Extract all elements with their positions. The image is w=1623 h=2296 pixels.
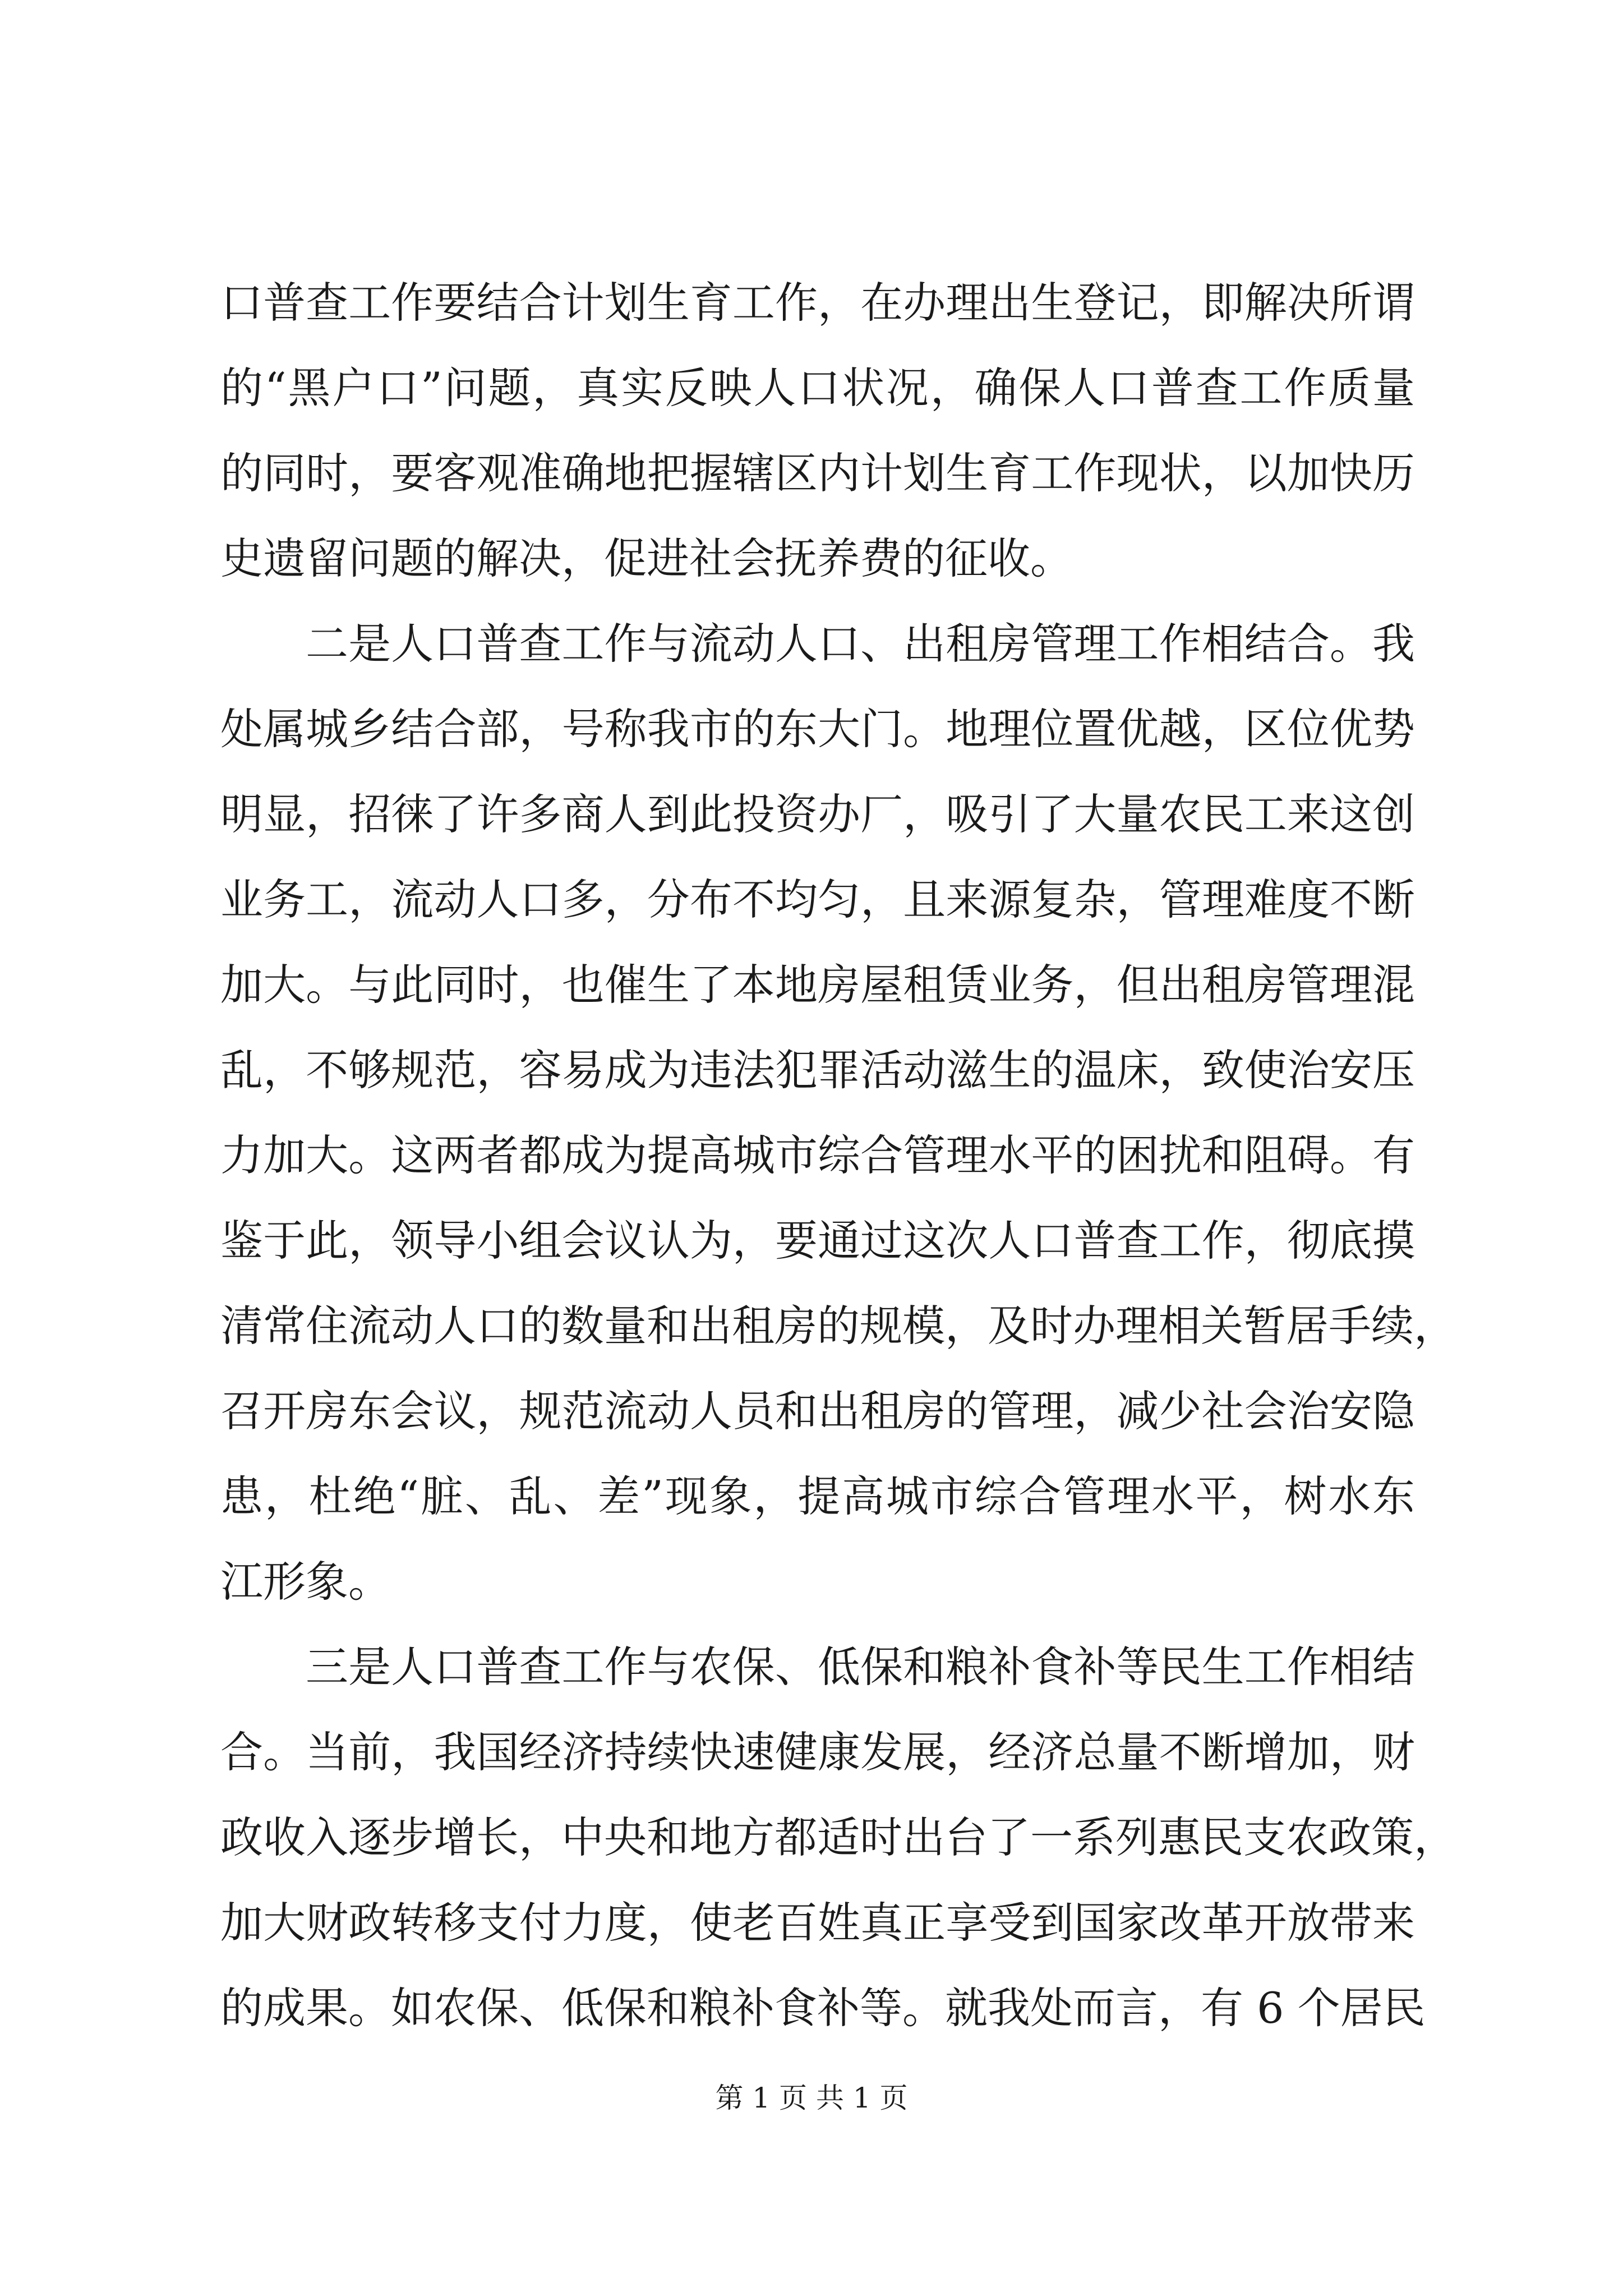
page-number-footer: 第 1 页 共 1 页 (715, 2082, 908, 2114)
text-line: 加大。与此同时，也催生了本地房屋租赁业务，但出租房管理混 (220, 960, 1415, 1010)
paragraph-first-line: 二是人口普查工作与流动人口、出租房管理工作相结合。我 (306, 619, 1415, 669)
text-line: 患，杜绝“脏、乱、差”现象，提高城市综合管理水平，树水东 (220, 1471, 1415, 1521)
text-line: 鉴于此，领导小组会议认为，要通过这次人口普查工作，彻底摸 (220, 1216, 1415, 1266)
text-line: 召开房东会议，规范流动人员和出租房的管理，减少社会治安隐 (220, 1386, 1415, 1436)
text-line: 口普查工作要结合计划生育工作，在办理出生登记，即解决所谓 (220, 278, 1415, 328)
text-line: 乱，不够规范，容易成为违法犯罪活动滋生的温床，致使治安压 (220, 1045, 1415, 1095)
text-line: 合。当前，我国经济持续快速健康发展，经济总量不断增加，财 (220, 1727, 1415, 1777)
text-line: 江形象。 (220, 1557, 391, 1607)
text-line: 的同时，要客观准确地把握辖区内计划生育工作现状，以加快历 (220, 448, 1415, 498)
text-line: 力加大。这两者都成为提高城市综合管理水平的困扰和阻碍。有 (220, 1130, 1415, 1180)
text-line: 的“黑户口”问题，真实反映人口状况，确保人口普查工作质量 (220, 363, 1415, 413)
paragraph-first-line: 三是人口普查工作与农保、低保和粮补食补等民生工作相结 (306, 1642, 1415, 1692)
text-line: 史遗留问题的解决，促进社会抚养费的征收。 (220, 533, 1073, 583)
text-line: 明显，招徕了许多商人到此投资办厂，吸引了大量农民工来这创 (220, 789, 1415, 839)
text-line: 的成果。如农保、低保和粮补食补等。就我处而言，有 6 个居民 (220, 1983, 1426, 2033)
text-line: 业务工，流动人口多，分布不均匀，且来源复杂，管理难度不断 (220, 875, 1415, 924)
text-line: 处属城乡结合部，号称我市的东大门。地理位置优越，区位优势 (220, 704, 1415, 754)
text-line: 清常住流动人口的数量和出租房的规模，及时办理相关暂居手续， (220, 1301, 1456, 1351)
text-line: 政收入逐步增长，中央和地方都适时出台了一系列惠民支农政策， (220, 1812, 1456, 1862)
text-line: 加大财政转移支付力度，使老百姓真正享受到国家改革开放带来 (220, 1898, 1415, 1948)
